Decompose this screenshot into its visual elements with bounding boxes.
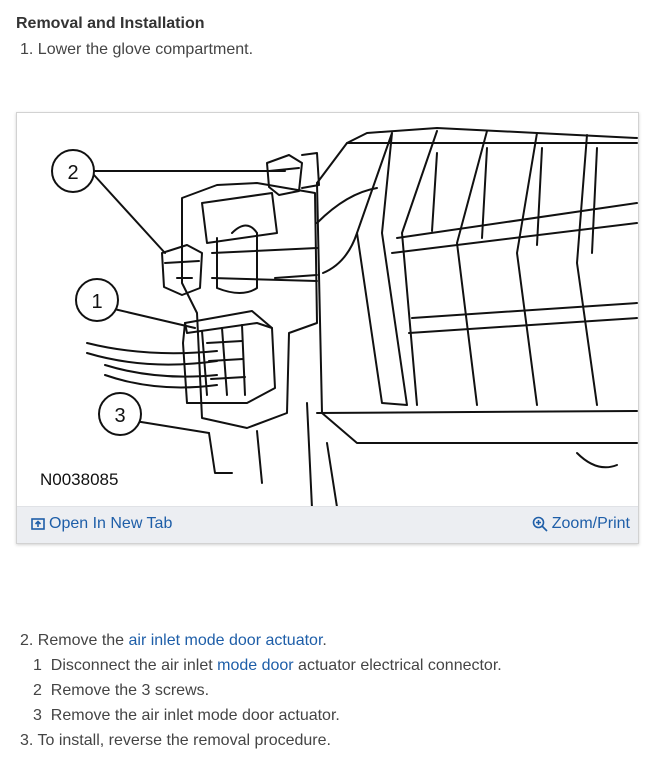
step-2-suffix: . <box>322 632 327 649</box>
step-1-text: 1. Lower the glove compartment. <box>20 41 254 58</box>
step-2-prefix: 2. Remove the <box>20 632 129 649</box>
substep-3 <box>33 707 340 725</box>
substep-3-text: Remove the air inlet mode door actuator. <box>50 707 340 724</box>
figure-toolbar <box>17 506 638 543</box>
actuator-illustration <box>17 113 638 507</box>
substep-2-text: Remove the 3 screws. <box>50 682 210 699</box>
substep-1-number: 1 <box>33 657 42 674</box>
substep-3-number: 3 <box>33 707 42 724</box>
substep-1-suffix: actuator electrical connector. <box>293 657 502 674</box>
open-new-tab-icon <box>31 517 45 531</box>
callout-2-label: 2 <box>67 162 79 184</box>
zoom-print-button[interactable] <box>532 515 630 533</box>
substep-2 <box>33 682 209 700</box>
open-in-new-tab-button[interactable] <box>31 515 172 533</box>
callout-3-label: 3 <box>114 405 126 427</box>
step-2 <box>20 632 327 650</box>
figure-id-label: N0038085 <box>40 470 119 489</box>
open-in-new-tab-label: Open In New Tab <box>49 515 173 532</box>
section-heading: Removal and Installation <box>16 15 205 32</box>
substep-1 <box>33 657 502 675</box>
mode-door-link[interactable]: mode door <box>217 657 294 674</box>
callout-1-label: 1 <box>91 291 103 313</box>
zoom-print-label: Zoom/Print <box>551 515 630 532</box>
substep-2-number: 2 <box>33 682 42 699</box>
step-3: 3. To install, reverse the removal procedure. <box>20 732 331 749</box>
zoom-in-icon <box>532 516 548 532</box>
air-inlet-mode-door-actuator-link[interactable]: air inlet mode door actuator <box>128 632 323 649</box>
figure-container <box>16 112 639 544</box>
substep-1-prefix: Disconnect the air inlet <box>50 657 218 674</box>
